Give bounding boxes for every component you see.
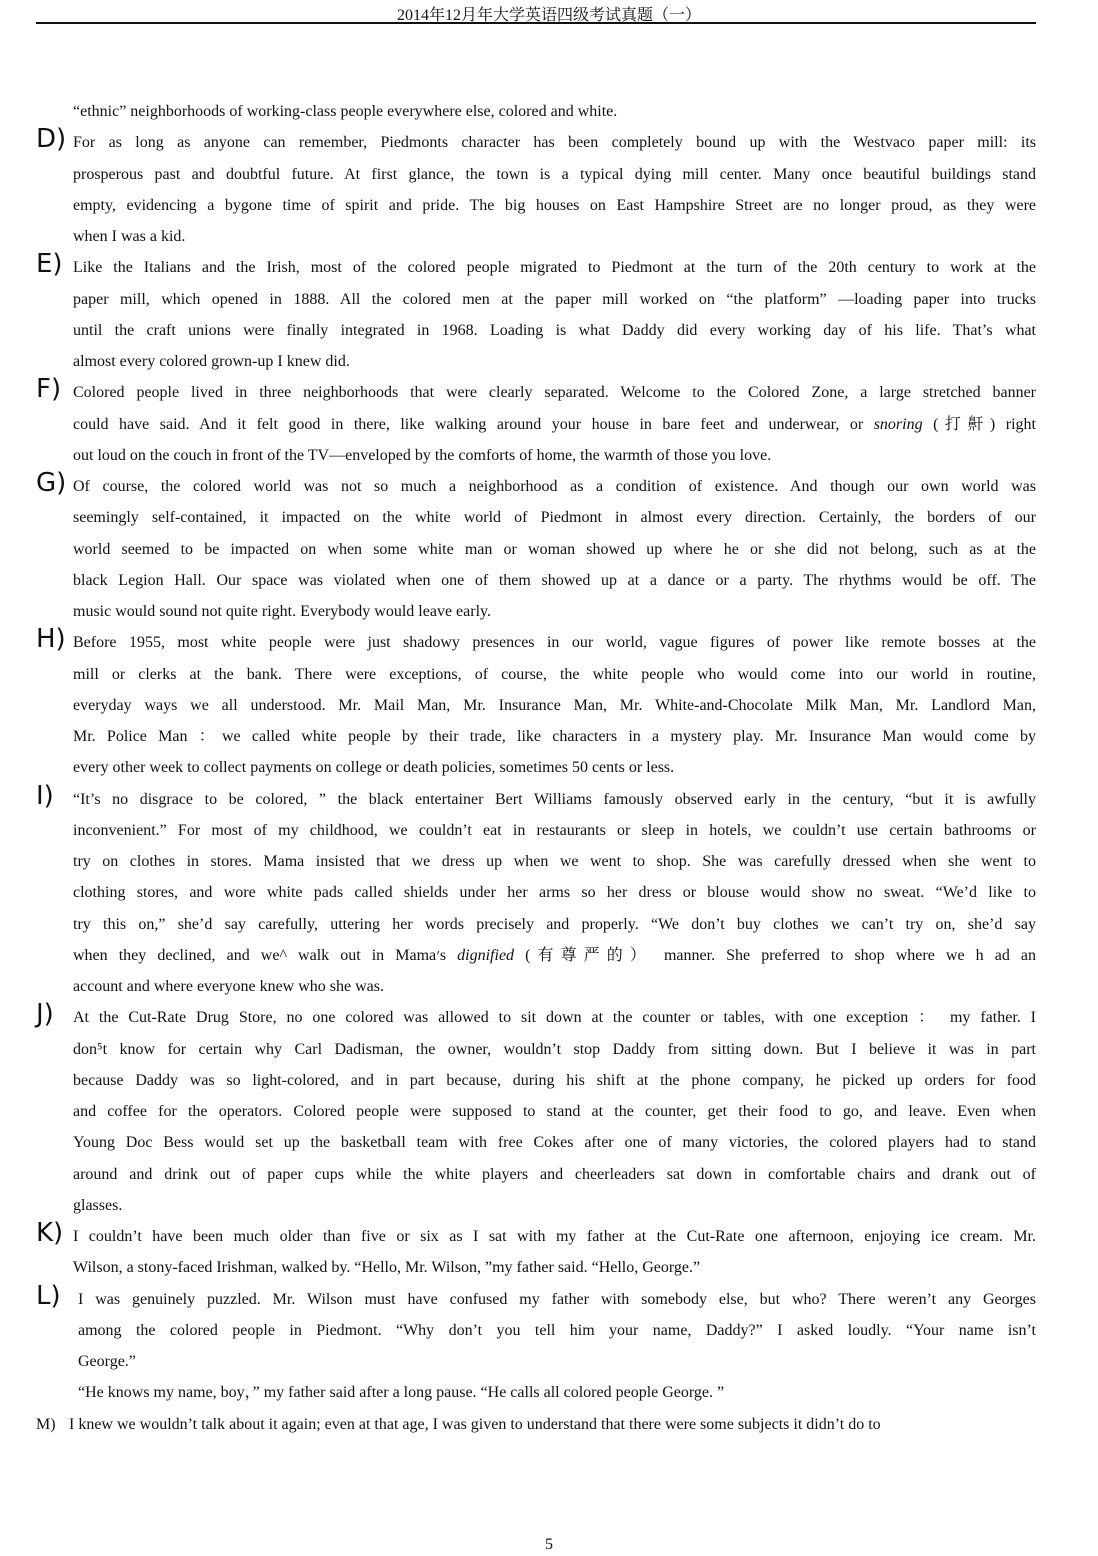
text-line: Mr. Police Man ：we called white people by their trade, like characters in a mystery play. Mr. Insurance Man would come by: [73, 728, 1036, 745]
page-number: 5: [545, 1536, 553, 1553]
text-line: George.”: [78, 1353, 136, 1370]
paragraph-label: I): [36, 780, 54, 811]
text-line: mill or clerks at the bank. There were exceptions, of course, the white people who would come into our world in routine,: [73, 665, 1036, 683]
text-line: could have said. And it felt good in there, like walking around your house in bare feet and underwear, or snoring (打鼾) right: [73, 415, 1036, 433]
text-line: account and where everyone knew who she was.: [73, 978, 384, 995]
paragraph-i: [0, 780, 1098, 1003]
text-line: when they declined, and we^ walk out in Mama׳s dignified (有尊严的） manner. She preferred to shop where we h ad an: [73, 946, 1036, 964]
text-line: I couldn’t have been much older than five or six as I sat with my father at the Cut-Rate one afternoon, enjoying ice cream. Mr.: [73, 1228, 1036, 1245]
paragraph-label: J): [36, 999, 54, 1030]
text-line: For as long as anyone can remember, Piedmonts character has been completely bound up with the Westvaco paper mill: its: [73, 134, 1036, 152]
text-line: Like the Italians and the Irish, most of the colored people migrated to Piedmont at the turn of the 20th century to work at the: [73, 259, 1036, 277]
text-line: because Daddy was so light-colored, and in part because, during his shift at the phone company, he picked up orders for food: [73, 1071, 1036, 1089]
text-line: until the craft unions were finally integrated in 1968. Loading is what Daddy did every working day of his life. That’s what: [73, 321, 1036, 339]
paragraph-label: L): [36, 1280, 61, 1311]
text-line: “He knows my name, boy，” my father said after a long pause. “He calls all colored people George. ”: [78, 1384, 725, 1402]
paragraph-label: D): [36, 124, 67, 155]
text-line: paper mill, which opened in 1888. All the colored men at the paper mill worked on “the platform” —loading paper into trucks: [73, 290, 1036, 308]
text-line: At the Cut-Rate Drug Store, no one colored was allowed to sit down at the counter or tables, with one exception ： my father. I: [73, 1009, 1036, 1027]
paragraph: [0, 1377, 1098, 1408]
paragraph-g: [0, 468, 1098, 627]
text-line: clothing stores, and wore white pads called shields under her arms so her dress or blouse would show no sweat. “We’d like to: [73, 884, 1036, 902]
text-line: prosperous past and doubtful future. At first glance, the town is a typical dying mill center. Many once beautiful buildings stand: [73, 165, 1036, 183]
paragraph-label: K): [36, 1218, 64, 1248]
paragraph-label: M): [36, 1415, 56, 1433]
text-line: try this on,” she’d say carefully, uttering her words precisely and properly. “We don’t buy clothes we can’t try on, she’d say: [73, 915, 1036, 933]
text-line: around and drink out of paper cups while the white players and cheerleaders sat down in comfortable chairs and drank out of: [73, 1165, 1036, 1183]
text-line: try on clothes in stores. Mama insisted that we dress up when we went to shop. She was carefully dressed when she went to: [73, 853, 1036, 870]
text-line: I knew we wouldn’t talk about it again; even at that age, I was given to understand that there were some subjects it didn’t do to: [69, 1415, 881, 1433]
paragraph: [0, 96, 1098, 127]
text-line: empty, evidencing a bygone time of spirit and pride. The big houses on East Hampshire Street are no longer proud, as they were: [73, 196, 1036, 214]
text-line: almost every colored grown-up I knew did.: [73, 353, 350, 370]
text-line: music would sound not quite right. Everybody would leave early.: [73, 603, 491, 620]
paragraph-l: [0, 1280, 1098, 1378]
text-line: I was genuinely puzzled. Mr. Wilson must have confused my father with somebody else, but who? There weren’t any Georges: [78, 1290, 1036, 1308]
paragraph-label: H): [36, 624, 66, 655]
text-line: among the colored people in Piedmont. “Why don’t you tell him your name, Daddy?” I asked loudly. “Your name isn’t: [78, 1321, 1036, 1339]
paragraph-d: [0, 124, 1098, 252]
document-body: [0, 96, 1098, 1440]
paragraph-label: F): [36, 374, 62, 405]
paragraph-m: [0, 1409, 1098, 1440]
text-line: everyday ways we all understood. Mr. Mail Man, Mr. Insurance Man, Mr. White-and-Chocolate Milk Man, Mr. Landlord Man,: [73, 696, 1036, 714]
text-line: don⁵t know for certain why Carl Dadisman, the owner, wouldn’t stop Daddy from sitting down. But I believe it was in part: [73, 1040, 1036, 1058]
paragraph-h: [0, 624, 1098, 783]
text-line: “It’s no disgrace to be colored, ” the black entertainer Bert Williams famously observed early in the century, “but it is awfully: [73, 790, 1036, 808]
text-line: seemingly self-contained, it impacted on the white world of Piedmont in almost every direction. Certainly, the borders of our: [73, 509, 1036, 527]
text-line: Of course, the colored world was not so much a neighborhood as a condition of existence. And though our own world was: [73, 478, 1036, 495]
text-line: Before 1955, most white people were just shadowy presences in our world, vague figures of power like remote bosses at the: [73, 634, 1036, 652]
text-line: Wilson, a stony-faced Irishman, walked by. “Hello, Mr. Wilson, ”my father said. “Hello, George.”: [73, 1259, 701, 1277]
paragraph-e: [0, 249, 1098, 377]
text-line: Colored people lived in three neighborhoods that were clearly separated. Welcome to the Colored Zone, a large stretched banner: [73, 384, 1036, 402]
page-header-title: 2014年12月年大学英语四级考试真题（一）: [396, 7, 701, 24]
text-line: Young Doc Bess would set up the basketball team with free Cokes after one of many victories, the colored players had to stand: [73, 1134, 1036, 1152]
paragraph-label: E): [36, 249, 63, 280]
text-line: out loud on the couch in front of the TV—enveloped by the comforts of home, the warmth of those you love.: [73, 446, 772, 464]
text-line: and coffee for the operators. Colored people were supposed to stand at the counter, get their food to go, and leave. Even when: [73, 1103, 1036, 1120]
paragraph-k: [0, 1218, 1098, 1284]
paragraph-f: [0, 374, 1098, 471]
text-line: “ethnic” neighborhoods of working-class people everywhere else, colored and white.: [73, 103, 618, 120]
text-line: world seemed to be impacted on when some white man or woman showed up where he or she did not belong, such as at the: [73, 540, 1036, 558]
text-line: inconvenient.” For most of my childhood, we couldn’t eat in restaurants or sleep in hotels, we couldn’t use certain bathrooms or: [73, 821, 1036, 839]
text-line: glasses.: [73, 1196, 123, 1214]
text-line: black Legion Hall. Our space was violated when one of them showed up at a dance or a party. The rhythms would be off. The: [73, 571, 1036, 589]
text-line: when I was a kid.: [73, 228, 186, 245]
paragraph-label: G): [36, 468, 67, 498]
text-line: every other week to collect payments on college or death policies, sometimes 50 cents or less.: [73, 759, 675, 777]
paragraph-j: [0, 999, 1098, 1221]
header-divider: [36, 22, 1036, 24]
